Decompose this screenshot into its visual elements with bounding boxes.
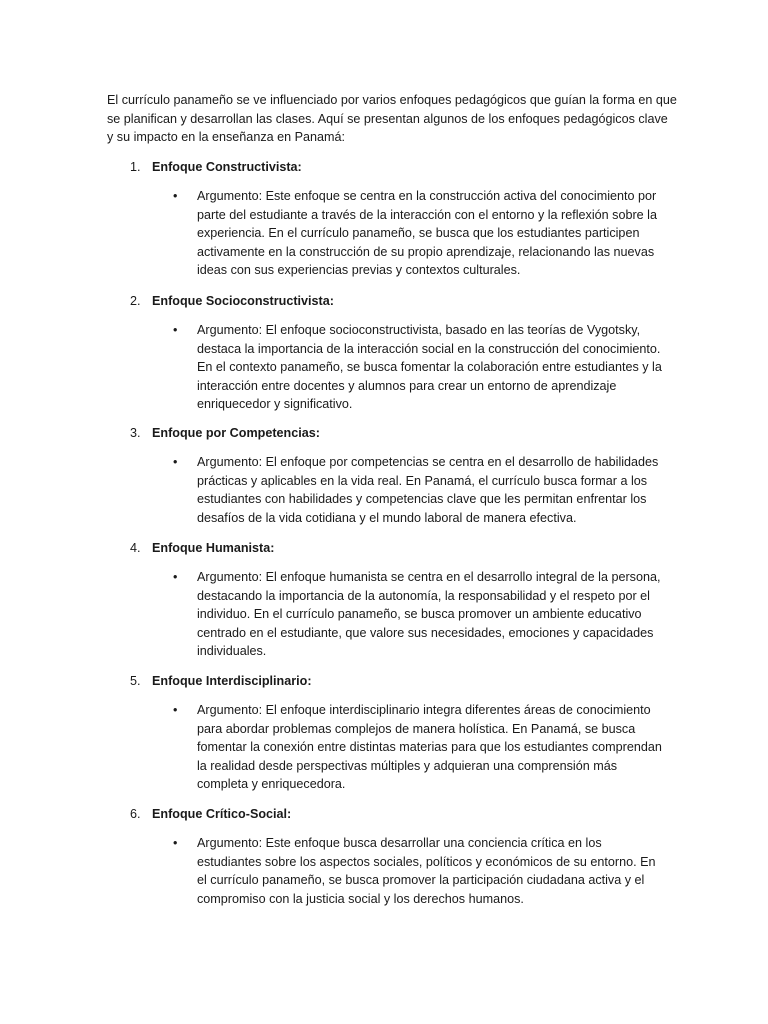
bullet-icon: • bbox=[173, 836, 178, 850]
bullet-icon: • bbox=[173, 570, 178, 584]
argument-text: Argumento: Este enfoque se centra en la construcción activa del conocimiento por parte del estudiante a través de la interacción con el entorno y la reflexión sobre la experiencia. En el currículo panameño, se busca que los estudiantes participen activamente en la construcción de su propio aprendizaje, relacionando las nuevas ideas con sus experiencias previas y contextos culturales. bbox=[197, 189, 657, 278]
list-item bbox=[107, 158, 667, 280]
list-item-title: Enfoque Crítico-Social: bbox=[152, 807, 292, 821]
bullet-icon: • bbox=[173, 323, 178, 337]
bullet-icon: • bbox=[173, 189, 178, 203]
list-item-number: 3. bbox=[130, 426, 141, 440]
list-item-title: Enfoque Socioconstructivista: bbox=[152, 294, 334, 308]
list-item-number: 6. bbox=[130, 807, 141, 821]
argument-text: Argumento: El enfoque humanista se centra en el desarrollo integral de la persona, destacando la importancia de la autonomía, la responsabilidad y el respeto por el individuo. En el currículo panameño, se busca promover un ambiente educativo centrado en el estudiante, que valore sus necesidades, emociones y capacidades individuales. bbox=[197, 570, 661, 659]
list-item-number: 5. bbox=[130, 674, 141, 688]
bullet-icon: • bbox=[173, 455, 178, 469]
list-item bbox=[107, 672, 667, 794]
list-item-title: Enfoque por Competencias: bbox=[152, 426, 320, 440]
bullet-icon: • bbox=[173, 703, 178, 717]
list-item-number: 4. bbox=[130, 541, 141, 555]
argument-text: Argumento: El enfoque socioconstructivista, basado en las teorías de Vygotsky, destaca la importancia de la interacción social en la construcción del conocimiento. En el contexto panameño, se busca fomentar la colaboración entre estudiantes y la interacción entre docentes y alumnos para crear un entorno de aprendizaje enriquecedor y significativo. bbox=[197, 323, 662, 412]
list-item-number: 2. bbox=[130, 294, 141, 308]
list-item-title: Enfoque Interdisciplinario: bbox=[152, 674, 312, 688]
list-item-number: 1. bbox=[130, 160, 141, 174]
argument-text: Argumento: El enfoque por competencias se centra en el desarrollo de habilidades prácticas y aplicables en la vida real. En Panamá, el currículo busca formar a los estudiantes con habilidades y competencias clave que les permitan enfrentar los desafíos de la vida cotidiana y el mundo laboral de manera efectiva. bbox=[197, 455, 659, 525]
argument-text: Argumento: El enfoque interdisciplinario integra diferentes áreas de conocimiento para abordar problemas complejos de manera holística. En Panamá, se busca fomentar la conexión entre distintas materias para que los estudiantes comprendan la realidad desde perspectivas múltiples y adquieran una comprensión más completa y enriquecedora. bbox=[197, 703, 662, 792]
list-item bbox=[107, 424, 667, 527]
argument-text: Argumento: Este enfoque busca desarrollar una conciencia crítica en los estudiantes sobre los aspectos sociales, políticos y económicos de su entorno. En el currículo panameño, se busca promover la participación ciudadana activa y el compromiso con la justicia social y los derechos humanos. bbox=[197, 836, 656, 906]
list-item bbox=[107, 539, 667, 661]
list-item-title: Enfoque Constructivista: bbox=[152, 160, 302, 174]
intro-paragraph: El currículo panameño se ve influenciado por varios enfoques pedagógicos que guían la forma en que se planifican y desarrollan las clases. Aquí se presentan algunos de los enfoques pedagógicos clave y su impacto en la enseñanza en Panamá: bbox=[107, 93, 677, 145]
list-item-title: Enfoque Humanista: bbox=[152, 541, 275, 555]
list-item bbox=[107, 292, 667, 414]
list-item bbox=[107, 805, 667, 908]
